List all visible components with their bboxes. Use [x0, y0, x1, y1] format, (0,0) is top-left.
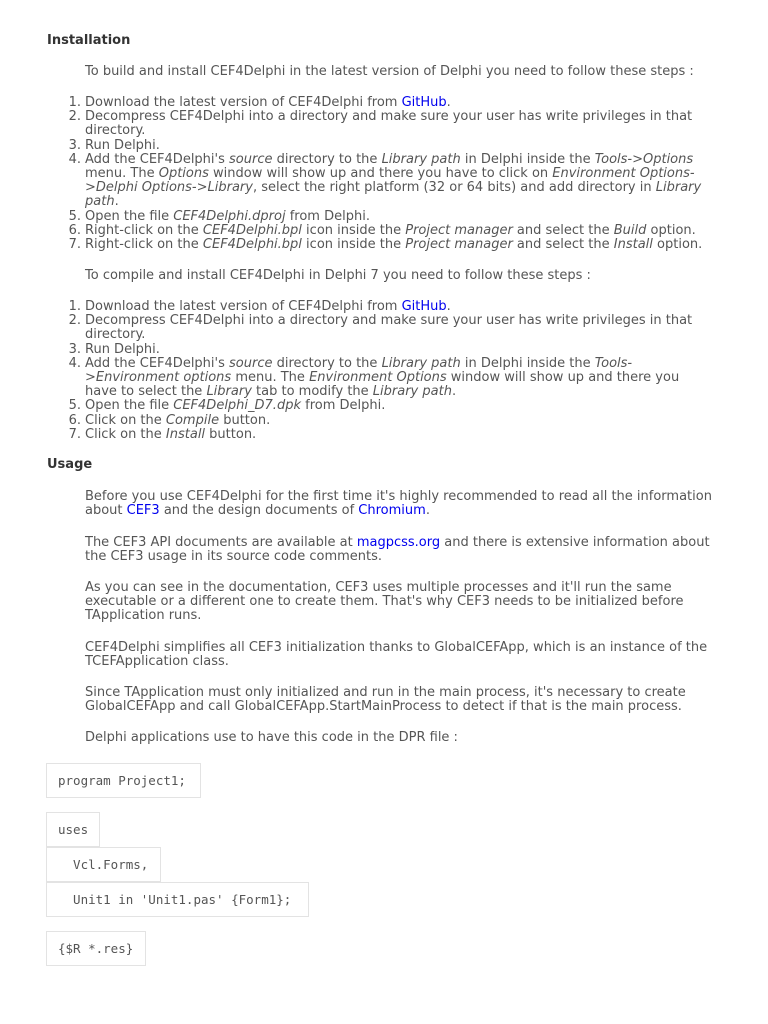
list-item: 2. Decompress CEF4Delphi into a directory and make sure your user has write privileges in that directory.: [68, 109, 693, 139]
github-link[interactable]: GitHub: [401, 299, 447, 314]
list-item: 7. Click on the Install button.: [68, 426, 257, 442]
latest-intro: To build and install CEF4Delphi in the latest version of Delphi you need to follow these steps :: [85, 64, 694, 79]
list-item: 5. Open the file CEF4Delphi.dproj from Delphi.: [68, 208, 370, 224]
latest-steps-list: [68, 95, 715, 253]
list-item: 6. Click on the Compile button.: [68, 412, 271, 428]
magpcss-link[interactable]: magpcss.org: [356, 535, 441, 550]
code-block-res: {$R *.res}: [46, 931, 146, 966]
list-item: 4. Add the CEF4Delphi's source directory to the Library path in Delphi inside the Tools->Environment options menu. The Environment Options window will show up and there you have to select the Library tab to modify the Library path.: [68, 355, 680, 400]
list-item: 6. Right-click on the CEF4Delphi.bpl icon inside the Project manager and select the Build option.: [68, 222, 696, 238]
usage-paragraph-2: The CEF3 API documents are available at magpcss.org and there is extensive information about the CEF3 usage in its source code comments.: [85, 535, 710, 565]
list-item: 4. Add the CEF4Delphi's source directory to the Library path in Delphi inside the Tools->Options menu. The Options window will show up and there you have to click on Environment Options->Delphi Options->Library, select the right platform (32 or 64 bits) and add directory in Library path.: [68, 151, 702, 210]
code-block-vcl-forms: Vcl.Forms,: [46, 847, 161, 882]
cef3-link[interactable]: CEF3: [126, 503, 160, 519]
code-block-unit1: Unit1 in 'Unit1.pas' {Form1};: [46, 882, 309, 917]
list-item: 3. Run Delphi.: [68, 341, 160, 357]
usage-paragraph-6: Delphi applications use to have this code in the DPR file :: [85, 730, 458, 745]
list-item: 2. Decompress CEF4Delphi into a directory and make sure your user has write privileges in that directory.: [68, 313, 693, 343]
list-item: 7. Right-click on the CEF4Delphi.bpl icon inside the Project manager and select the Install option.: [68, 237, 703, 253]
usage-paragraph-4: CEF4Delphi simplifies all CEF3 initialization thanks to GlobalCEFApp, which is an instance of the TCEFApplication class.: [85, 640, 708, 670]
list-item: 1. Download the latest version of CEF4Delphi from GitHub.: [68, 299, 451, 314]
list-item: 1. Download the latest version of CEF4Delphi from GitHub.: [68, 95, 451, 110]
chromium-link[interactable]: Chromium: [358, 503, 426, 519]
d7-intro: To compile and install CEF4Delphi in Delphi 7 you need to follow these steps :: [85, 268, 591, 283]
code-block-program: program Project1;: [46, 763, 201, 798]
usage-paragraph-1: Before you use CEF4Delphi for the first time it's highly recommended to read all the information about CEF3 and the design documents of Chromium.: [85, 489, 712, 519]
github-link[interactable]: GitHub: [401, 95, 447, 110]
code-block-uses: uses: [46, 812, 100, 847]
installation-heading: Installation: [47, 33, 131, 48]
list-item: 5. Open the file CEF4Delphi_D7.dpk from Delphi.: [68, 398, 386, 414]
list-item: 3. Run Delphi.: [68, 137, 160, 153]
usage-heading: Usage: [47, 457, 93, 472]
d7-steps-list: [68, 299, 715, 442]
usage-paragraph-3: As you can see in the documentation, CEF3 uses multiple processes and it'll run the same executable or a different one to create them. That's why CEF3 needs to be initialized before TApplication runs.: [85, 580, 684, 624]
usage-paragraph-5: Since TApplication must only initialized and run in the main process, it's necessary to create GlobalCEFApp and call GlobalCEFApp.StartMainProcess to detect if that is the main process.: [85, 685, 686, 715]
